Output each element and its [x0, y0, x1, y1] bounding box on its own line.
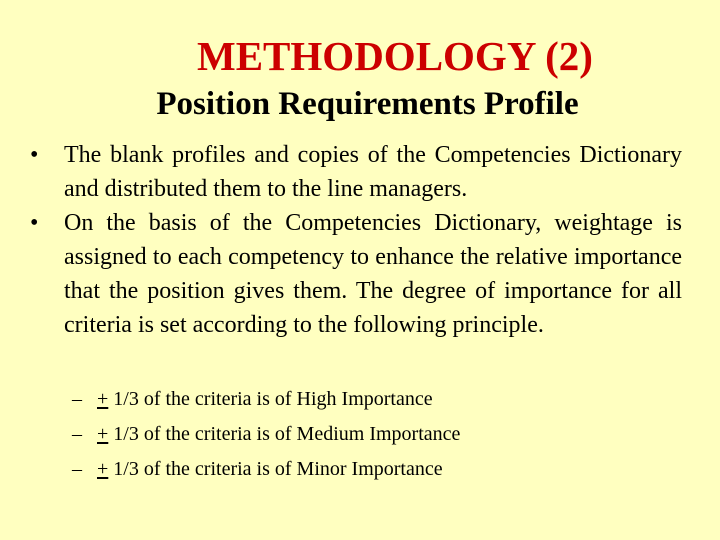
sub-bullet-marker: –	[72, 458, 82, 480]
slide-title: METHODOLOGY (2)	[197, 33, 593, 79]
slide-subtitle: Position Requirements Profile	[156, 86, 579, 122]
sub-bullet-list	[72, 382, 672, 487]
bullet-list	[30, 138, 682, 342]
bullet-text: On the basis of the Competencies Dictionary, weightage is assigned to each competency to enhance the relative importance that the position gives them. The degree of importance for all criteria is set according to the following principle.	[64, 210, 682, 338]
bullet-item	[30, 138, 682, 206]
sub-bullet-item	[72, 382, 672, 417]
sub-bullet-marker: –	[72, 423, 82, 445]
plus-minus-symbol: +	[97, 388, 109, 410]
plus-minus-symbol: +	[97, 423, 109, 445]
bullet-marker: •	[30, 210, 39, 236]
bullet-text: The blank profiles and copies of the Competencies Dictionary and distributed them to the line managers.	[64, 142, 682, 202]
plus-minus-symbol: +	[97, 458, 109, 480]
sub-bullet-item	[72, 452, 672, 487]
sub-bullet-item	[72, 417, 672, 452]
sub-bullet-text: 1/3 of the criteria is of Medium Importance	[113, 423, 461, 445]
bullet-marker: •	[30, 142, 39, 168]
sub-bullet-text: 1/3 of the criteria is of Minor Importance	[113, 458, 443, 480]
sub-bullet-marker: –	[72, 388, 82, 410]
bullet-item	[30, 206, 682, 342]
sub-bullet-text: 1/3 of the criteria is of High Importance	[113, 388, 433, 410]
